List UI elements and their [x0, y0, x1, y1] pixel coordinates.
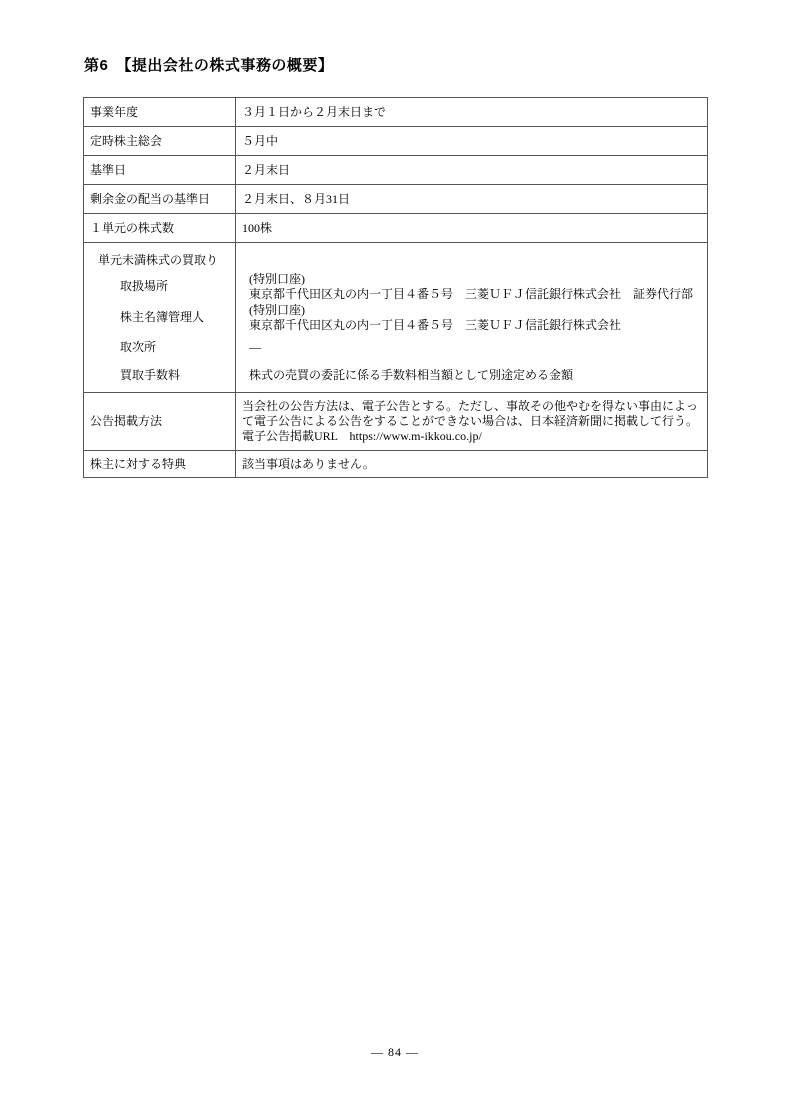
odd-lot-buyback-cell — [84, 243, 708, 393]
subrow-label-registrar: 株主名簿管理人 — [120, 310, 205, 324]
row-value: ５月中 — [236, 127, 708, 156]
row-label: 基準日 — [84, 156, 236, 185]
subrow-value-agency — [242, 333, 701, 361]
row-label: １単元の株式数 — [84, 214, 236, 243]
row-value-public-notice — [236, 393, 708, 451]
value-line: (特別口座) — [249, 303, 305, 317]
table-row-record-date — [84, 156, 708, 185]
page-number: ― 84 ― — [371, 1045, 419, 1059]
value-line: 東京都千代田区丸の内一丁目４番５号 三菱ＵＦＪ信託銀行株式会社 — [249, 317, 622, 332]
value-line: 東京都千代田区丸の内一丁目４番５号 三菱ＵＦＪ信託銀行株式会社 証券代行部 — [249, 286, 694, 301]
row-value: ２月末日、８月31日 — [236, 185, 708, 214]
row-value: ３月１日から２月末日まで — [236, 98, 708, 127]
value-line: (特別口座) — [249, 272, 305, 286]
section-title: 第6 【提出会社の株式事務の概要】 — [84, 57, 334, 74]
subrow-value-registrar — [242, 302, 701, 333]
odd-lot-buyback-grid — [90, 245, 701, 390]
column-divider-line — [235, 243, 236, 392]
subrow-label-agency: 取次所 — [120, 339, 157, 354]
row-label: 定時株主総会 — [84, 127, 236, 156]
value-line: 株式の売買の委託に係る手数料相当額として別途定める金額 — [249, 368, 574, 383]
odd-lot-buyback-header: 単元未満株式の買取り — [98, 252, 219, 267]
share-administration-table — [83, 97, 708, 478]
subrow-label-handling-place: 取扱場所 — [120, 279, 169, 293]
row-label: 株主に対する特典 — [84, 451, 236, 478]
subrow-value-handling-place — [242, 271, 701, 302]
subrow-label-buyback-fee: 買取手数料 — [120, 368, 181, 382]
table-row-public-notice — [84, 393, 708, 451]
table-row-shareholder-benefit — [84, 451, 708, 478]
row-label: 剰余金の配当の基準日 — [84, 185, 236, 214]
row-value: ２月末日 — [236, 156, 708, 185]
row-value: 該当事項はありません。 — [236, 451, 708, 478]
row-value: 100株 — [236, 214, 708, 243]
public-notice-url-line: 電子公告掲載URL https://www.m-ikkou.co.jp/ — [242, 429, 482, 443]
subrow-value-buyback-fee — [242, 361, 701, 390]
public-notice-paragraph: 当会社の公告方法は、電子公告とする。ただし、事故その他やむを得ない事由によって電子公告による公告をすることができない場合は、日本経済新聞に掲載して行う。 — [242, 399, 699, 428]
row-label: 事業年度 — [84, 98, 236, 127]
table-row-fiscal-year — [84, 98, 708, 127]
value-line: ― — [249, 339, 261, 354]
row-label: 公告掲載方法 — [84, 393, 236, 451]
spacer — [242, 249, 701, 271]
table-row-share-unit — [84, 214, 708, 243]
table-row-general-meeting — [84, 127, 708, 156]
table-row-dividend-record-date — [84, 185, 708, 214]
table-row-odd-lot-buyback — [84, 243, 708, 393]
